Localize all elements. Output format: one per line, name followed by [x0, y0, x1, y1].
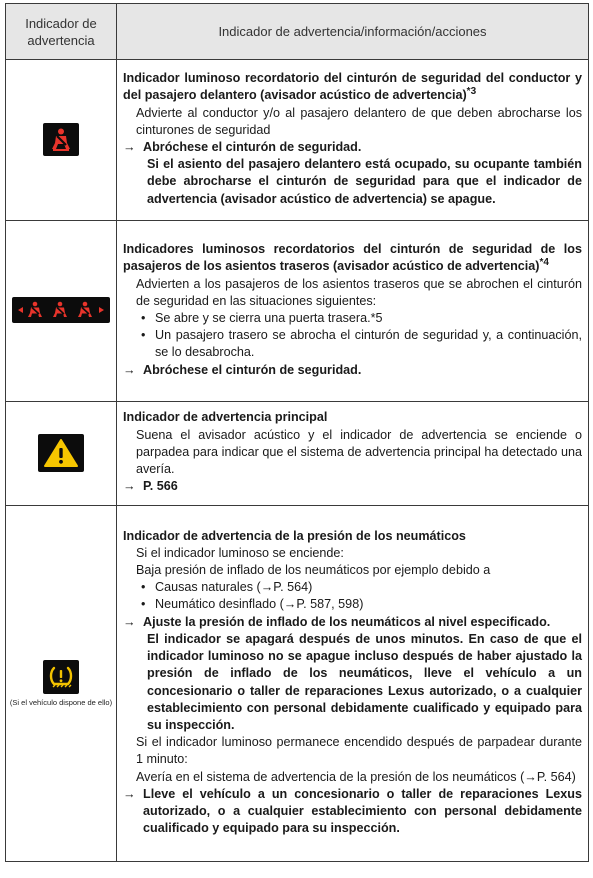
row-action: → P. 566: [123, 479, 178, 494]
table-header-row: [6, 4, 589, 60]
row-action: → Abróchese el cinturón de seguridad.: [123, 362, 362, 377]
row-text: Advierte al conductor y/o al pasajero delantero de que deben abrocharse los cinturones de seguridad: [136, 105, 582, 137]
row-action: → Ajuste la presión de inflado de los neumáticos al nivel especificado.: [123, 614, 551, 629]
table-row: [6, 402, 589, 506]
row-title: Indicadores luminosos recordatorios del cinturón de seguridad de los pasajeros de los asientos traseros (avisador acústico de advertencia)$^{*4}$: [123, 242, 582, 274]
row-title: Indicador de advertencia de la presión de los neumáticos: [123, 528, 466, 543]
list-item: • Neumático desinflado (→P. 587, 598): [141, 597, 364, 612]
row-text: Avería en el sistema de advertencia de la presión de los neumáticos (→P. 564): [136, 769, 576, 784]
list-item: • Un pasajero trasero se abrocha el cinturón de seguridad y, a continuación, se lo desabrocha.: [141, 328, 582, 360]
indicator-cell: [6, 402, 117, 506]
icon-note: (Si el vehículo dispone de ello): [9, 698, 113, 708]
row-action-extra: El indicador se apagará después de unos minutos. En caso de que el indicador luminoso no se apague incluso después de haber ajustado la presión de inflado de los neumáticos, lleve el vehículo a un concesionario o taller de reparaciones Lexus autorizado, o a cualquier establecimiento con personal debidamente cualificado y equipado para su inspección.: [147, 631, 582, 732]
description-cell: [117, 402, 589, 506]
master-warning-icon: [38, 434, 84, 472]
row-action-extra: Si el asiento del pasajero delantero está ocupado, su ocupante también debe abrocharse el cinturón de seguridad para que el indicador de advertencia (avisador acústico de advertencia) se apague.: [147, 157, 582, 206]
row-text: Si el indicador luminoso se enciende:: [136, 545, 344, 560]
seatbelt-rear-icon: [12, 297, 110, 323]
table-row: [6, 60, 589, 221]
row-text: Baja presión de inflado de los neumáticos por ejemplo debido a: [136, 563, 491, 578]
indicator-cell: [6, 506, 117, 862]
warning-table-page: [2, 3, 591, 862]
header-description: Indicador de advertencia/información/acciones: [117, 4, 589, 60]
row-action: → Lleve el vehículo a un concesionario o taller de reparaciones Lexus autorizado, o a cualquier establecimiento con personal debidamente cualificado y equipado para su inspección.: [123, 786, 582, 836]
indicator-cell: [6, 221, 117, 402]
tire-pressure-icon: [43, 660, 79, 694]
row-text: Advierten a los pasajeros de los asientos traseros que se abrochen el cinturón de seguridad en las situaciones siguientes:: [136, 276, 582, 308]
seatbelt-front-icon: [43, 123, 79, 156]
header-indicator: Indicador de advertencia: [6, 4, 117, 60]
row-title: Indicador luminoso recordatorio del cinturón de seguridad del conductor y del pasajero delantero (avisador acústico de advertencia)$^{*3}$: [123, 71, 582, 103]
warning-indicator-table: [5, 3, 589, 862]
row-action: → Abróchese el cinturón de seguridad.: [123, 140, 362, 154]
description-cell: [117, 60, 589, 221]
list-item: • Se abre y se cierra una puerta trasera.*5: [141, 311, 383, 325]
row-text: Suena el avisador acústico y el indicador de advertencia se enciende o parpadea para indicar que el sistema de advertencia principal ha detectado una avería.: [136, 427, 582, 477]
indicator-cell: [6, 60, 117, 221]
description-cell: [117, 506, 589, 862]
table-row: [6, 221, 589, 402]
table-row: [6, 506, 589, 862]
row-title: Indicador de advertencia principal: [123, 410, 328, 425]
description-cell: [117, 221, 589, 402]
row-text: Si el indicador luminoso permanece encendido después de parpadear durante 1 minuto:: [136, 735, 582, 767]
list-item: • Causas naturales (→P. 564): [141, 580, 313, 595]
